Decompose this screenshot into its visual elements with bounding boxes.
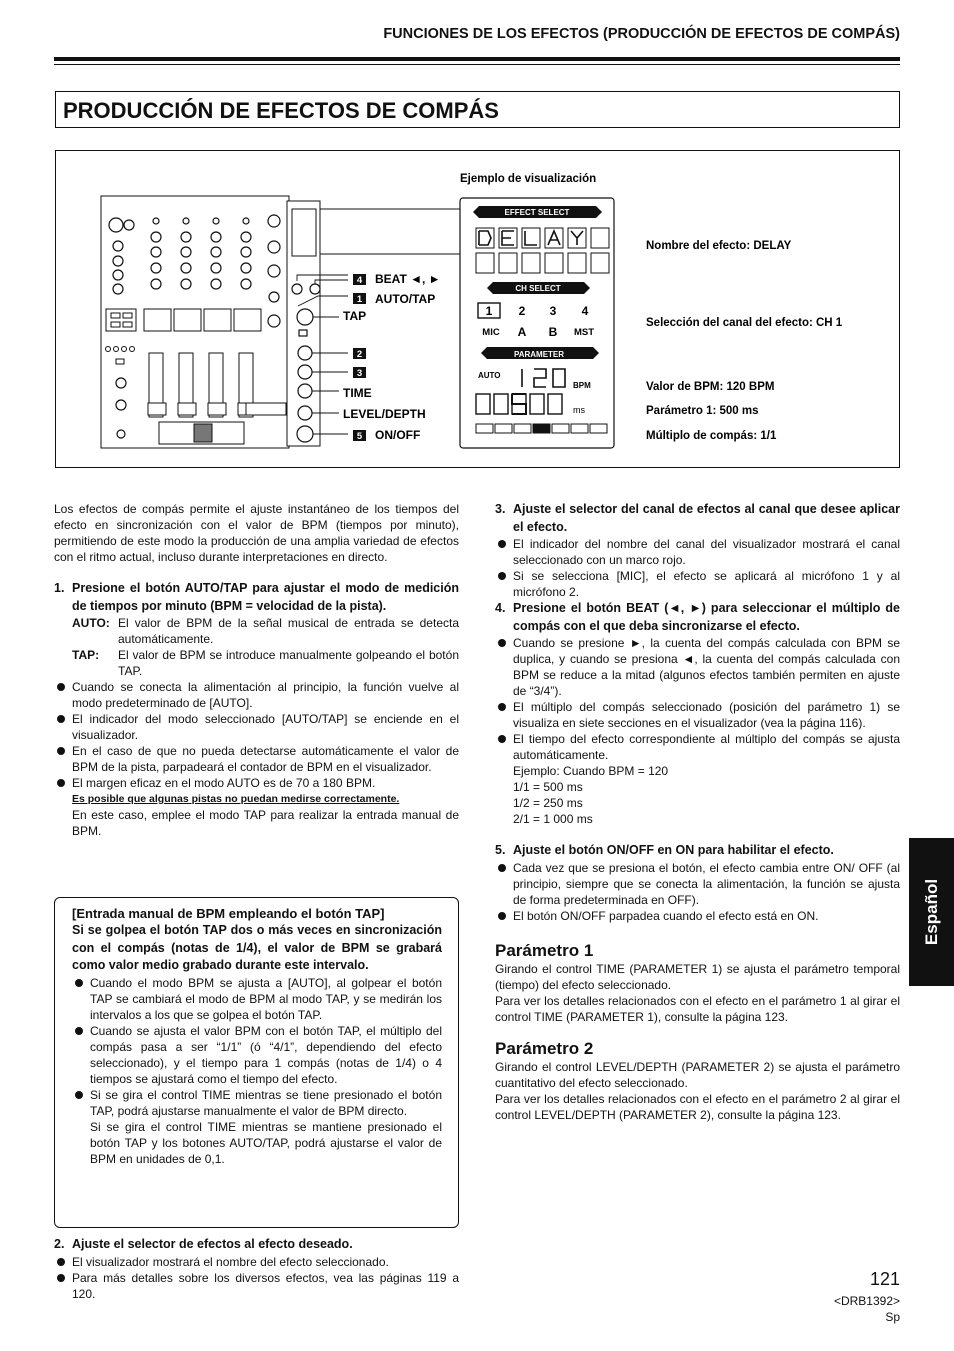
step-5 — [495, 842, 900, 860]
mixer-diagram — [56, 151, 901, 469]
header-rule-thick — [54, 57, 900, 61]
left-column-bottom — [54, 1236, 459, 1302]
callout-level-depth: LEVEL/DEPTH — [343, 407, 426, 421]
display-ch-2: 2 — [518, 304, 526, 318]
note-multiple: Múltiplo de compás: 1/1 — [646, 430, 777, 442]
warning-continuation: En este caso, emplee el modo TAP para realizar la entrada manual de BPM. — [72, 808, 459, 838]
language-tab — [909, 838, 954, 986]
display-mic: MIC — [482, 327, 500, 338]
def-auto-value: El valor de BPM de la señal musical de entrada se detecta automáticamente. — [118, 616, 459, 646]
document-code-id: <DRB1392> — [833, 1294, 900, 1308]
list-item: El margen eficaz en el modo AUTO es de 70 a 180 BPM. — [54, 775, 459, 791]
header-rule-thin — [54, 64, 900, 65]
document-code — [760, 1294, 900, 1325]
display-auto: AUTO — [478, 371, 501, 380]
step-2-number: 2. — [54, 1237, 65, 1251]
inset-continuation: Si se gira el control TIME mientras se mantiene presionado el botón TAP y los botones AUTO/TAP, podrá ajustarse el valor de BPM en unidades de 0,1. — [90, 1119, 442, 1166]
display-mst: MST — [573, 327, 595, 338]
list-item: El tiempo del efecto correspondiente al múltiplo del compás se ajusta automáticamente. — [495, 731, 900, 763]
def-auto — [54, 615, 459, 647]
language-tab-label: Español — [921, 878, 941, 946]
note-param1: Parámetro 1: 500 ms — [646, 405, 759, 417]
running-header: FUNCIONES DE LOS EFECTOS (PRODUCCIÓN DE EFECTOS DE COMPÁS) — [383, 26, 900, 42]
example-line: 2/1 = 1 000 ms — [513, 812, 593, 826]
step-5-number: 5. — [495, 843, 506, 857]
step-4-number: 4. — [495, 601, 506, 615]
mixer-figure — [55, 150, 900, 468]
list-item: Para más detalles sobre los diversos efectos, vea las páginas 119 a 120. — [54, 1270, 459, 1302]
display-ch-4: 4 — [581, 304, 589, 318]
callout-auto-tap: AUTO/TAP — [375, 292, 436, 306]
list-item: Cuando se conecta la alimentación al principio, la función vuelve al modo predeterminado de [AUTO]. — [54, 679, 459, 711]
callout-num-5: 5 — [356, 431, 363, 442]
display-beat-segments — [476, 424, 607, 433]
step-2 — [54, 1236, 459, 1254]
callout-num-4: 4 — [356, 275, 363, 286]
display-ch-3: 3 — [549, 304, 557, 318]
def-tap — [54, 647, 459, 679]
list-item: El múltiplo del compás seleccionado (posición del parámetro 1) se visualiza en siete secciones en el visualizador (vea la página 116). — [495, 699, 900, 731]
def-tap-value: El valor de BPM se introduce manualmente golpeando el botón TAP. — [118, 648, 459, 678]
list-item: Si se gira el control TIME mientras se tiene presionado el botón TAP, podrá ajustarse manualmente el valor de BPM directo. — [72, 1087, 442, 1119]
note-channel: Selección del canal del efecto: CH 1 — [646, 317, 843, 329]
step-3-text: Ajuste el selector del canal de efectos al canal que desee aplicar el efecto. — [513, 502, 900, 534]
intro-paragraph: Los efectos de compás permite el ajuste instantáneo de los tiempos del efecto en sincronización con el valor de BPM (tiempos por minuto), permitiendo de este modo la producción de una amplia variedad de efectos con el ritmo actual, incluso durante interpretaciones en directo. — [54, 502, 459, 564]
inset-title: [Entrada manual de BPM empleando el botón TAP] — [72, 906, 385, 921]
display-ch-select: CH SELECT — [515, 284, 561, 293]
def-auto-key: AUTO: — [72, 616, 110, 630]
callout-num-2: 2 — [356, 349, 363, 360]
list-item: En el caso de que no pueda detectarse automáticamente el valor de BPM de la pista, parpadeará el contador de BPM en el visualizador. — [54, 743, 459, 775]
list-item: Cuando se ajusta el valor BPM con el botón TAP, el múltiplo del compás pasa a ser “1/1” (ó “4/1”, dependiendo del efecto seleccionado), y el tiempo para 1 compás (notas de 1/4) o 4 tiempos se ajustará como el tiempo del efecto. — [72, 1023, 442, 1087]
callout-beat: BEAT ◄, ► — [375, 272, 441, 286]
display-parameter: PARAMETER — [513, 350, 565, 359]
list-item: Cuando se presione ►, la cuenta del compás calculada con BPM se duplica, y cuando se presiona ◄, la cuenta del compás calculada con BPM se reduce a la mitad (algunos efectos también permiten en ajuste de “3/4”). — [495, 635, 900, 699]
display-ms-unit: ms — [573, 405, 585, 415]
list-item: El botón ON/OFF parpadea cuando el efecto está en ON. — [495, 908, 900, 924]
example-line: 1/2 = 250 ms — [513, 796, 583, 810]
step-3-number: 3. — [495, 502, 506, 516]
note-effect-name: Nombre del efecto: DELAY — [646, 240, 792, 252]
step-1-text: Presione el botón AUTO/TAP para ajustar el modo de medición de tiempos por minuto (BPM = velocidad de la pista). — [72, 581, 459, 613]
step-4-text: Presione el botón BEAT (◄, ►) para seleccionar el múltiplo de compás con el que deba sincronizarse el efecto. — [513, 601, 900, 633]
section-title: PRODUCCIÓN DE EFECTOS DE COMPÁS — [63, 98, 499, 123]
step-2-text: Ajuste el selector de efectos al efecto deseado. — [72, 1237, 353, 1251]
callout-num-1: 1 — [356, 294, 363, 305]
param1-text-a: Girando el control TIME (PARAMETER 1) se ajusta el parámetro temporal (tiempo) del efecto seleccionado. — [495, 961, 900, 992]
note-bpm: Valor de BPM: 120 BPM — [646, 381, 775, 393]
display-a: A — [517, 325, 527, 339]
page-number: 121 — [869, 1269, 900, 1289]
step-5-text: Ajuste el botón ON/OFF en ON para habilitar el efecto. — [513, 843, 834, 857]
param1-text-b: Para ver los detalles relacionados con el efecto en el parámetro 1 al girar el control TIME (PARAMETER 1), consulte la página 123. — [495, 993, 900, 1024]
example-line: 1/1 = 500 ms — [513, 780, 583, 794]
list-item: Cada vez que se presiona el botón, el efecto cambia entre ON/ OFF (al principio, siempre que se conecta la alimentación, la función se ajusta de forma predeterminada en OFF). — [495, 860, 900, 908]
figure-caption: Ejemplo de visualización — [460, 173, 597, 185]
warning-note: Es posible que algunas pistas no puedan medirse correctamente. — [72, 793, 400, 805]
callout-tap: TAP — [343, 309, 367, 323]
display-effect-select: EFFECT SELECT — [504, 208, 570, 217]
tap-inset-box — [54, 897, 459, 1228]
param2-text-a: Girando el control LEVEL/DEPTH (PARAMETER 2) se ajusta el parámetro cuantitativo del efecto seleccionado. — [495, 1059, 900, 1090]
inset-bold-text: Si se golpea el botón TAP dos o más veces en sincronización con el compás (notas de 1/4), el valor de BPM se grabará como valor medio grabado durante este intervalo. — [72, 923, 442, 972]
list-item: El indicador del modo seleccionado [AUTO/TAP] se enciende en el visualizador. — [54, 711, 459, 743]
section-title-box — [55, 91, 900, 128]
step-1 — [54, 580, 459, 615]
step-3 — [495, 501, 900, 536]
list-item: Cuando el modo BPM se ajusta a [AUTO], al golpear el botón TAP se cambiará el modo de BPM al modo TAP, y se medirán los intervalos a los que se golpea el botón TAP. — [72, 975, 442, 1023]
step-4 — [495, 600, 900, 635]
callout-on-off: ON/OFF — [375, 428, 421, 442]
param2-heading: Parámetro 2 — [495, 1038, 594, 1058]
display-bpm-unit: BPM — [573, 381, 591, 390]
param1-heading: Parámetro 1 — [495, 940, 594, 960]
document-code-lang: Sp — [885, 1309, 900, 1324]
callout-time: TIME — [343, 386, 372, 400]
param2-text-b: Para ver los detalles relacionados con el efecto en el parámetro 2 al girar el control LEVEL/DEPTH (PARAMETER 2), consulte la página 123. — [495, 1091, 900, 1122]
list-item: Si se selecciona [MIC], el efecto se aplicará al micrófono 1 y al micrófono 2. — [495, 568, 900, 600]
list-item: El indicador del nombre del canal del visualizador mostrará el canal seleccionado con un marco rojo. — [495, 536, 900, 568]
def-tap-key: TAP: — [72, 648, 100, 662]
right-column — [495, 501, 900, 1123]
left-column — [54, 501, 459, 839]
display-ch-1: 1 — [485, 304, 493, 318]
example-line: Ejemplo: Cuando BPM = 120 — [513, 764, 669, 778]
step-1-number: 1. — [54, 581, 65, 595]
display-b: B — [548, 325, 558, 339]
callout-num-3: 3 — [356, 368, 363, 379]
list-item: El visualizador mostrará el nombre del efecto seleccionado. — [54, 1254, 459, 1270]
